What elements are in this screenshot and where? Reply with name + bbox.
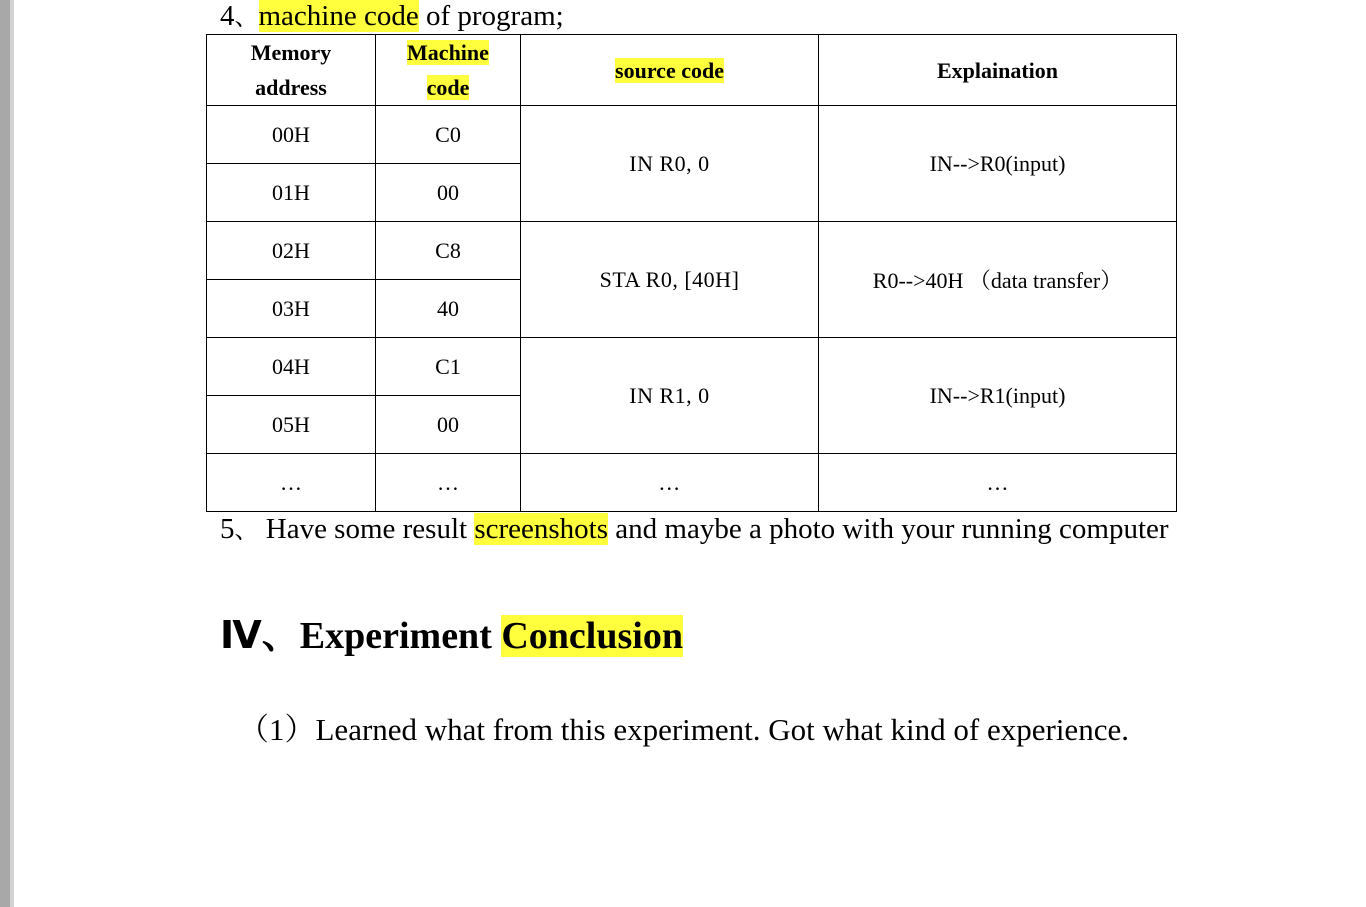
section-5-highlight: screenshots — [474, 513, 609, 545]
cell-machine-code: 40 — [376, 280, 521, 338]
conclusion-item-1 — [238, 710, 1129, 750]
cell-explanation: IN-->R1(input) — [819, 338, 1177, 454]
cell-machine-code: 00 — [376, 164, 521, 222]
cell-source-code: … — [521, 454, 819, 512]
cell-machine-code: C1 — [376, 338, 521, 396]
section-4-highlight: machine code — [258, 0, 419, 32]
header-machine-code: Machine code — [376, 35, 521, 106]
heading-roman-numeral: Ⅳ — [220, 613, 262, 657]
header-memory-address: Memory address — [207, 35, 376, 106]
program-table — [206, 34, 1177, 512]
cell-address: 02H — [207, 222, 376, 280]
table-row — [207, 222, 1177, 280]
table-row — [207, 106, 1177, 164]
header-explanation: Explaination — [819, 35, 1177, 106]
cell-address: 01H — [207, 164, 376, 222]
section-4-number: 4 — [220, 0, 235, 32]
cell-explanation: IN-->R0(input) — [819, 106, 1177, 222]
cell-machine-code: C8 — [376, 222, 521, 280]
item-marker: （1） — [238, 712, 316, 747]
left-gutter-edge — [10, 0, 14, 907]
cell-explanation: … — [819, 454, 1177, 512]
section-5-separator: 、 — [234, 516, 259, 544]
cell-address: 04H — [207, 338, 376, 396]
section-4-rest: of program; — [418, 0, 564, 32]
section-5-text-after: and maybe a photo with your running computer — [608, 513, 1169, 545]
cell-machine-code: 00 — [376, 396, 521, 454]
heading-separator: 、 — [261, 613, 300, 657]
left-gutter — [0, 0, 10, 907]
cell-source-code: IN R1, 0 — [521, 338, 819, 454]
section-4-separator: 、 — [234, 3, 259, 31]
cell-machine-code: C0 — [376, 106, 521, 164]
cell-source-code: IN R0, 0 — [521, 106, 819, 222]
table-header-row — [207, 35, 1177, 106]
cell-machine-code: … — [376, 454, 521, 512]
cell-address: 00H — [207, 106, 376, 164]
cell-explanation: R0-->40H （data transfer） — [819, 222, 1177, 338]
section-4-line — [220, 0, 564, 35]
cell-address: 03H — [207, 280, 376, 338]
section-5-paragraph — [220, 512, 1180, 548]
section-5-number: 5 — [220, 513, 235, 545]
cell-source-code: STA R0, [40H] — [521, 222, 819, 338]
cell-address: … — [207, 454, 376, 512]
table-row — [207, 338, 1177, 396]
heading-word: Experiment — [299, 615, 502, 657]
header-source-code: source code — [521, 35, 819, 106]
heading-highlight: Conclusion — [501, 615, 683, 657]
section-5-text-before: Have some result — [258, 513, 475, 545]
table-row — [207, 454, 1177, 512]
item-text: Learned what from this experiment. Got what kind of experience. — [315, 712, 1129, 747]
cell-address: 05H — [207, 396, 376, 454]
section-iv-heading — [220, 610, 683, 661]
